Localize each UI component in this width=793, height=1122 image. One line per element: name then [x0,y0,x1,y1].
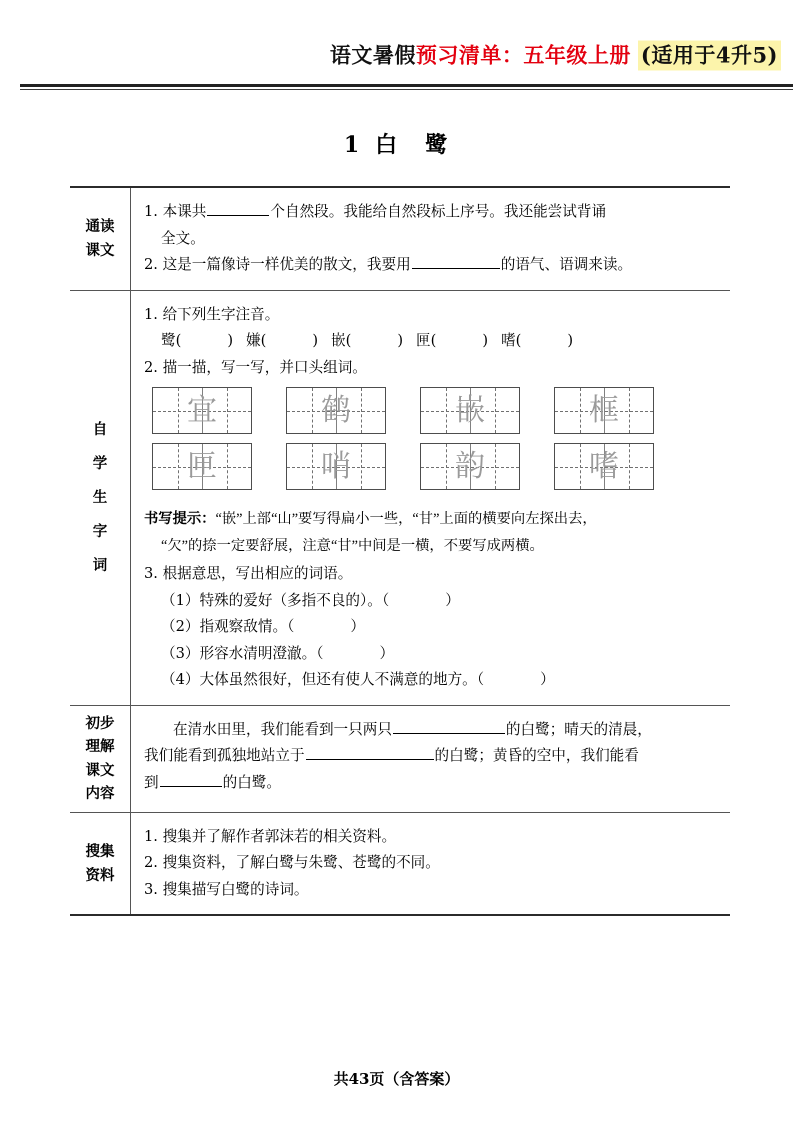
comprehension-paragraph [144,743,722,770]
meaning-text: 指观察敌情。（ [199,618,295,636]
question-number: 3. [144,565,158,583]
meaning-close: ） [445,591,460,609]
writing-tip-text: “欠”的捺一定要舒展，注意“甘”中间是一横，不要写成两横。 [161,537,544,554]
pinyin-item[interactable]: 匣( ) [416,332,489,350]
pinyin-char: 嗜 [501,332,516,350]
section-label-line: 资料 [85,866,115,884]
worksheet-table [70,186,730,916]
gather-item [144,877,722,904]
section-body-comprehension [131,705,730,812]
writing-tip [144,504,722,561]
header-double-rule [20,84,793,90]
section-label-line: 学 [92,454,108,472]
comprehension-paragraph [144,717,722,744]
meaning-close: ） [350,618,365,636]
section-body-gather [131,812,730,915]
meaning-number: （3） [161,644,200,662]
gather-item [144,850,722,877]
table-bottom-border [70,914,730,916]
answer-blank[interactable] [412,253,500,269]
lesson-title [0,128,793,159]
meaning-number: （2） [161,618,200,636]
practice-character: 匣 [187,448,217,484]
pinyin-item[interactable]: 嗜( ) [501,332,574,350]
character-grid-row [152,443,722,490]
meaning-text: 形容水清明澄澈。（ [199,644,324,662]
practice-character: 嵌 [455,392,485,428]
question-text: 全文。 [161,229,205,247]
practice-character: 宜 [187,392,217,428]
meaning-number: （4） [161,671,200,689]
writing-tip-line-2 [144,533,716,559]
meaning-close: ） [540,671,555,689]
lesson-char-2: 鹭 [425,132,450,158]
question-text: 给下列生字注音。 [162,305,280,323]
header-title-black: 语文暑假 [329,42,416,68]
question-text: 的语气、语调来读。 [500,256,633,274]
section-label-comprehension [70,705,130,812]
writing-tip-text: “嵌”上部“山”要写得扁小一些，“甘”上面的横要向左探出去， [215,511,597,528]
character-practice-box[interactable] [554,443,654,490]
meaning-item [144,641,722,668]
section-label-line: 自 [92,420,108,438]
question-text: 本课共 [162,203,207,220]
character-practice-box[interactable] [286,387,386,434]
section-label-line: 生 [92,488,108,506]
meaning-item [144,588,722,615]
section-label-line: 课文 [85,761,115,779]
gather-text: 搜集资料，了解白鹭与朱鹭、苍鹭的不同。 [162,854,440,872]
section-label-line: 课文 [85,241,115,259]
pinyin-exercise-row [144,328,722,355]
question-line [144,252,722,279]
table-row [70,812,730,915]
character-practice-box[interactable] [420,387,520,434]
comprehension-text: 的白鹭；晴天的清晨， [505,720,652,738]
meaning-item [144,614,722,641]
question-line [144,302,722,329]
gather-number: 3. [144,880,158,898]
gather-item [144,824,722,851]
character-practice-grids [144,381,722,504]
character-practice-box[interactable] [554,387,654,434]
question-line [144,561,722,588]
table-row [70,188,730,290]
section-label-line: 字 [92,522,108,540]
lesson-char-1: 白 [375,132,400,158]
section-label-gather [70,812,130,915]
pinyin-item[interactable]: 嫌( ) [246,332,319,350]
section-label-self-study [70,290,130,705]
writing-tip-line-1 [144,506,716,532]
comprehension-text: 在清水田里，我们能看到一只两只 [173,720,392,738]
section-label-line: 理解 [85,738,115,756]
meaning-item [144,667,722,694]
question-line [144,199,722,226]
comprehension-text: 的白鹭；黄昏的空中，我们能看 [434,747,639,765]
section-label-line: 搜集 [85,843,115,861]
practice-character: 鹤 [321,392,351,428]
answer-blank[interactable] [306,744,434,760]
pinyin-item[interactable]: 鹭( ) [161,332,234,350]
section-body-read-text [131,188,730,290]
gather-text: 搜集描写白鹭的诗词。 [162,880,309,898]
meaning-text: 特殊的爱好（多指不良的）。（ [199,591,390,609]
question-number: 1. [144,305,158,323]
comprehension-text: 的白鹭。 [222,773,281,791]
table-row [70,705,730,812]
character-practice-box[interactable] [152,387,252,434]
section-body-self-study [131,290,730,705]
question-text: 个自然段。我能给自然段标上序号。我还能尝试背诵 [270,203,607,220]
comprehension-paragraph [144,770,722,797]
question-number: 1. [144,203,158,220]
practice-character: 韵 [455,448,485,484]
lesson-number: 1 [343,132,362,158]
page-footer: 共43页（含答案） [333,1070,460,1088]
question-text: 这是一篇像诗一样优美的散文，我要用 [162,256,411,274]
character-grid-row [152,387,722,434]
practice-character: 嗜 [589,448,619,484]
practice-character: 哨 [321,448,351,484]
answer-blank[interactable] [393,718,505,734]
section-label-read-text [70,188,130,290]
character-practice-box[interactable] [152,443,252,490]
question-text: 根据意思，写出相应的词语。 [162,565,353,583]
header-badge: (适用于4升5) [638,41,781,71]
pinyin-char: 嫌 [246,332,261,350]
gather-number: 1. [144,827,158,845]
table-row [70,290,730,705]
comprehension-text: 到 [144,773,159,791]
question-number: 2. [144,358,158,376]
writing-tip-label: 书写提示： [144,511,216,528]
pinyin-char: 匣 [416,332,431,350]
character-practice-box[interactable] [286,443,386,490]
pinyin-char: 鹭 [161,332,176,350]
section-label-line: 内容 [85,785,115,803]
header-title-red: 预习清单：五年级上册 [415,42,631,68]
section-label-line: 通读 [85,218,115,236]
meaning-number: （1） [161,591,200,609]
pinyin-char: 嵌 [331,332,346,350]
pinyin-item[interactable]: 嵌( ) [331,332,404,350]
page-header [0,0,793,92]
section-label-line: 词 [92,556,108,574]
section-label-line: 初步 [85,714,115,732]
answer-blank[interactable] [160,771,222,787]
question-number: 2. [144,256,158,274]
meaning-close: ） [379,644,395,662]
meaning-text: 大体虽然很好，但还有使人不满意的地方。（ [199,671,485,689]
practice-character: 框 [589,392,619,428]
question-text: 描一描，写一写，并口头组词。 [162,358,367,376]
gather-text: 搜集并了解作者郭沫若的相关资料。 [162,827,397,845]
gather-number: 2. [144,854,158,872]
question-line-continued [144,226,722,253]
header-title [329,42,781,68]
character-practice-box[interactable] [420,443,520,490]
comprehension-text: 我们能看到孤独地站立于 [144,747,305,765]
answer-blank[interactable] [207,200,269,216]
question-line [144,355,722,382]
